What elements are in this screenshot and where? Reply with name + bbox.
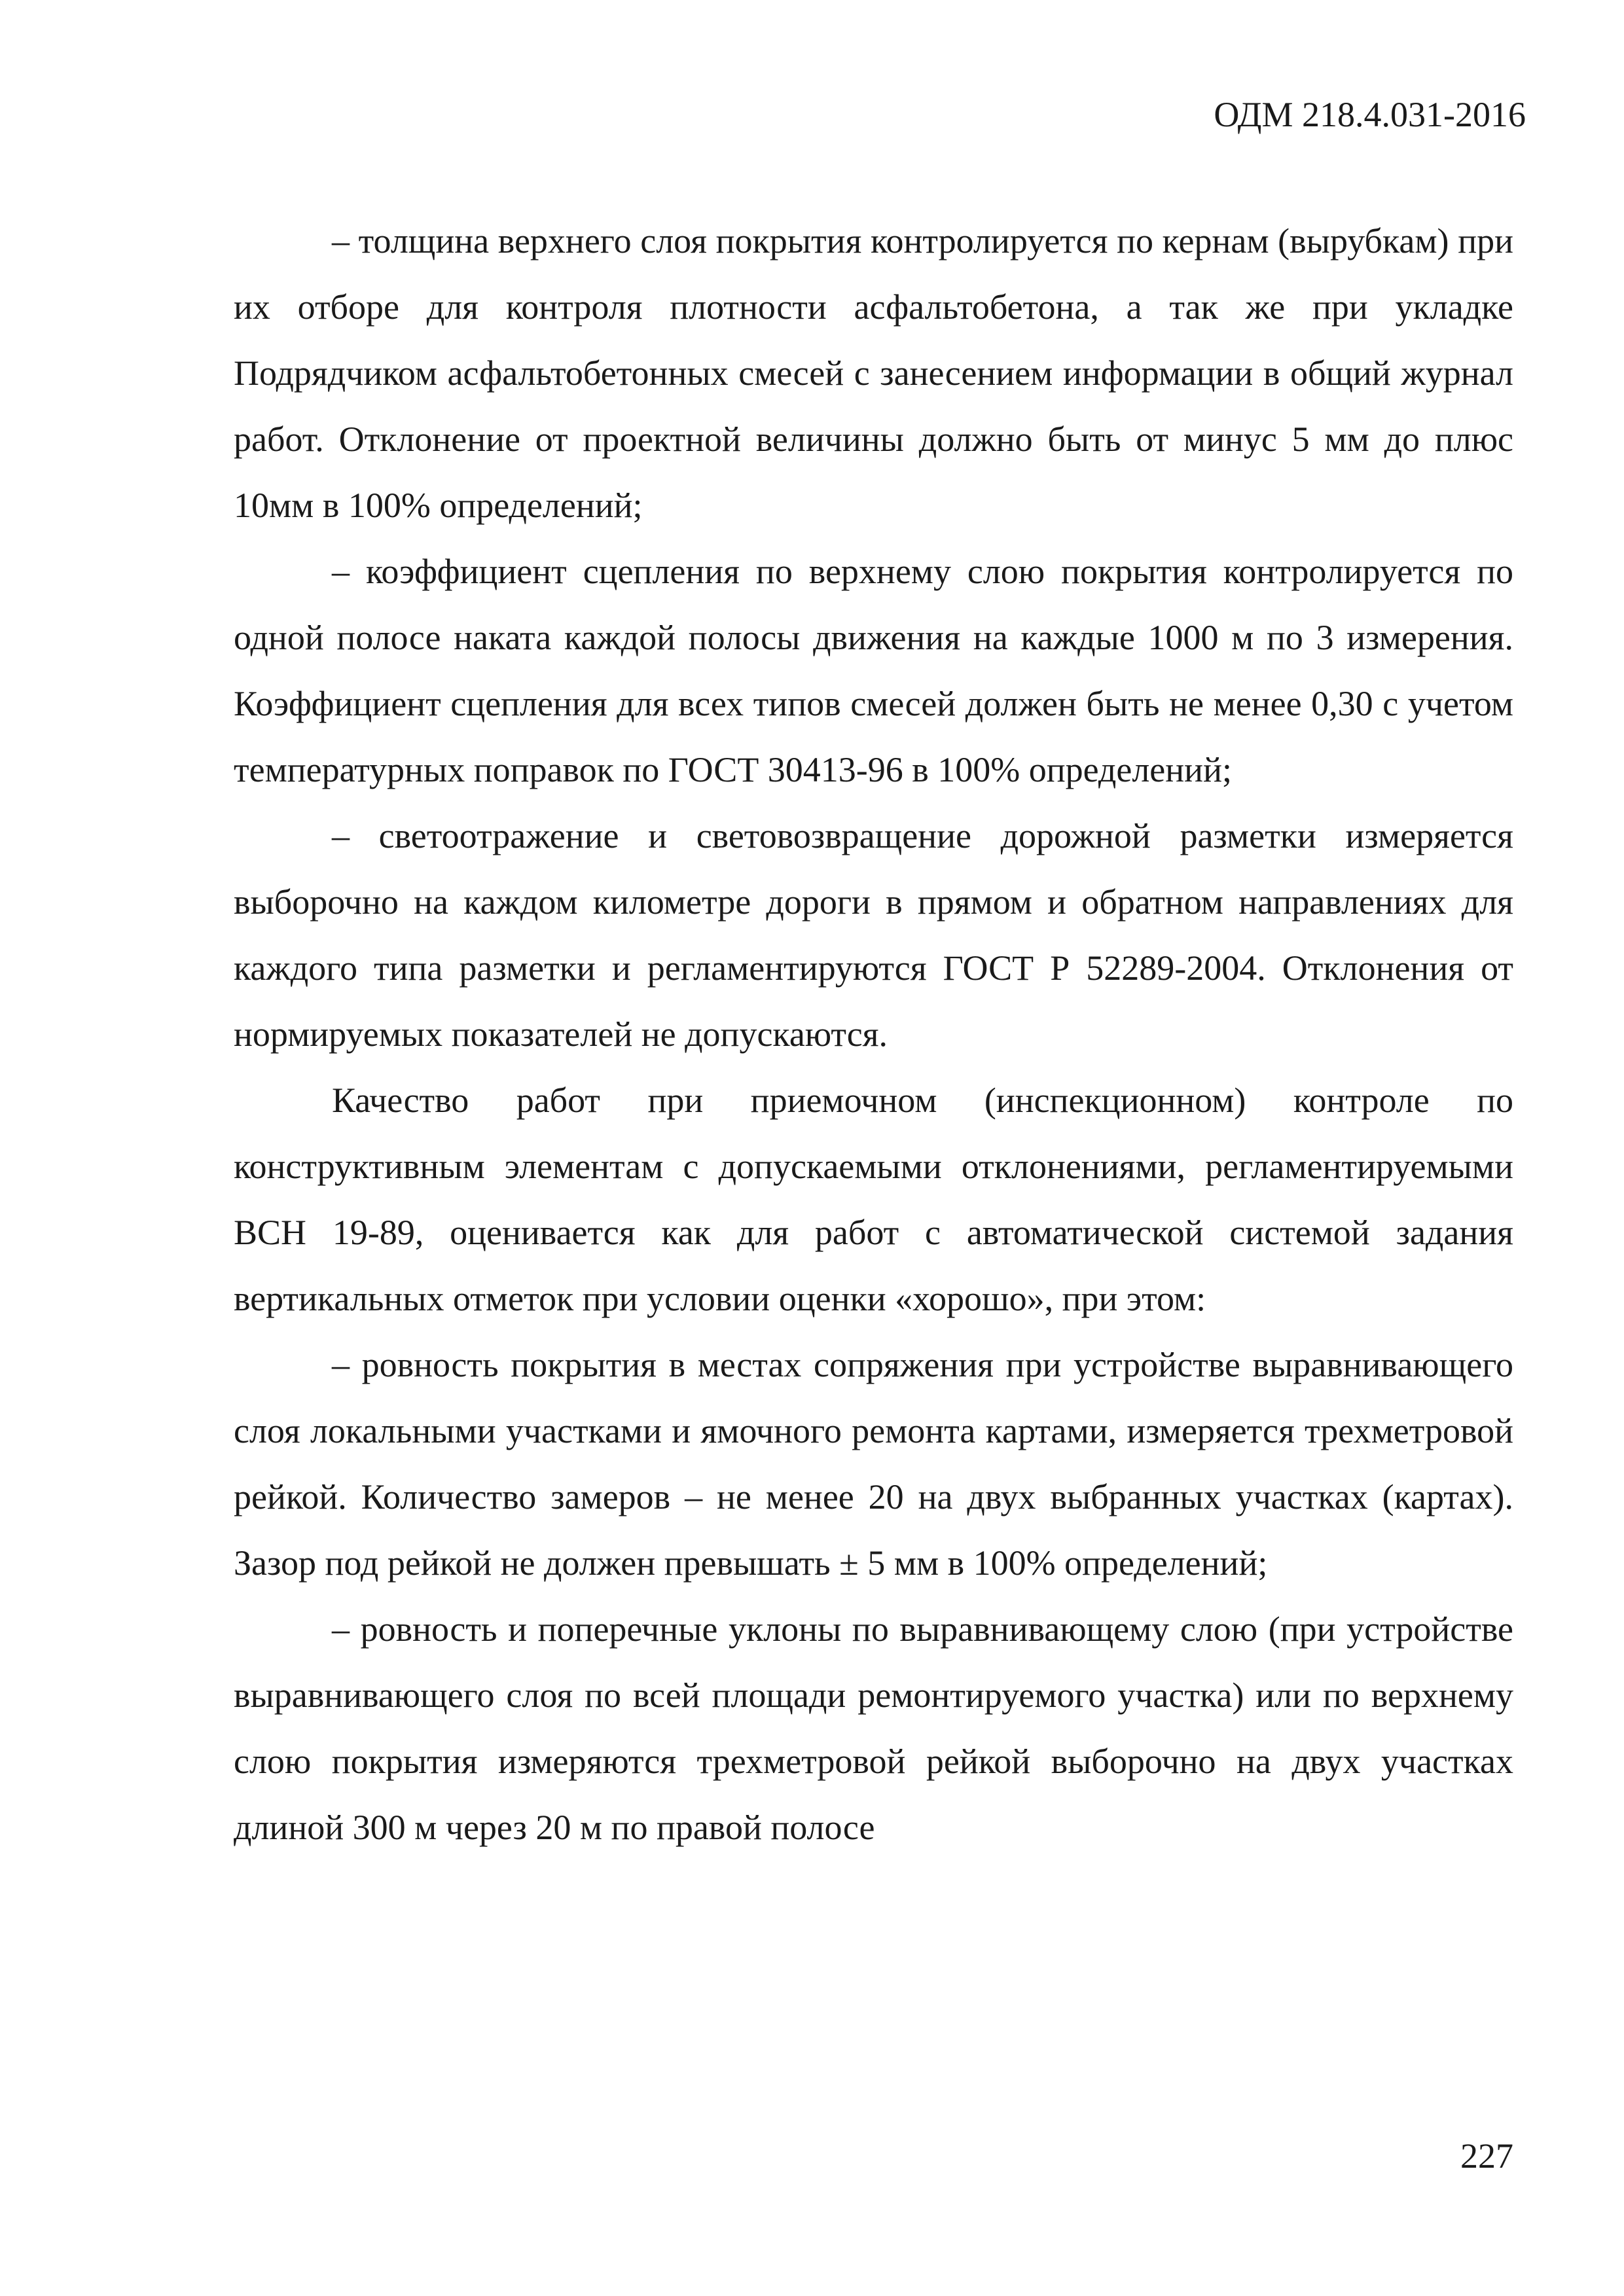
paragraph-road-marking-reflection: – светоотражение и световозвращение дорожной разметки измеряется выборочно на каждом километре дороги в прямом и обратном направлениях для каждого типа разметки и регламентируются ГОСТ Р 52289-2004. Отклонения от нормируемых показателей не допускаются. bbox=[234, 816, 1513, 1054]
paragraph-acceptance-quality: Качество работ при приемочном (инспекционном) контроле по конструктивным элементам с допускаемыми отклонениями, регламентируемыми ВСН 19-89, оценивается как для работ с автоматической системой задания вертикальных отметок при условии оценки «хорошо», при этом: bbox=[234, 1081, 1513, 1318]
paragraph-layer-thickness: – толщина верхнего слоя покрытия контролируется по кернам (вырубкам) при их отборе для контроля плотности асфальтобетона, а так же при укладке Подрядчиком асфальтобетонных смесей с занесением информации в общий журнал работ. Отклонение от проектной величины должно быть от минус 5 мм до плюс 10мм в 100% определений; bbox=[234, 221, 1513, 525]
page-number: 227 bbox=[1460, 2136, 1513, 2176]
document-code-header: ОДМ 218.4.031-2016 bbox=[1214, 95, 1526, 134]
paragraph-evenness-cross-slopes: – ровность и поперечные уклоны по выравнивающему слою (при устройстве выравнивающего слоя по всей площади ремонтируемого участка) или по верхнему слою покрытия измеряются трехметровой рейкой выборочно на двух участках длиной 300 м через 20 м по правой полосе bbox=[234, 1609, 1513, 1847]
document-body bbox=[234, 208, 1513, 1861]
paragraph-joint-evenness: – ровность покрытия в местах сопряжения при устройстве выравнивающего слоя локальными участками и ямочного ремонта картами, измеряется трехметровой рейкой. Количество замеров – не менее 20 на двух выбранных участках (картах). Зазор под рейкой не должен превышать ± 5 мм в 100% определений; bbox=[234, 1345, 1513, 1583]
paragraph-adhesion-coefficient: – коэффициент сцепления по верхнему слою покрытия контролируется по одной полосе наката каждой полосы движения на каждые 1000 м по 3 измерения. Коэффициент сцепления для всех типов смесей должен быть не менее 0,30 с учетом температурных поправок по ГОСТ 30413-96 в 100% определений; bbox=[234, 552, 1513, 789]
